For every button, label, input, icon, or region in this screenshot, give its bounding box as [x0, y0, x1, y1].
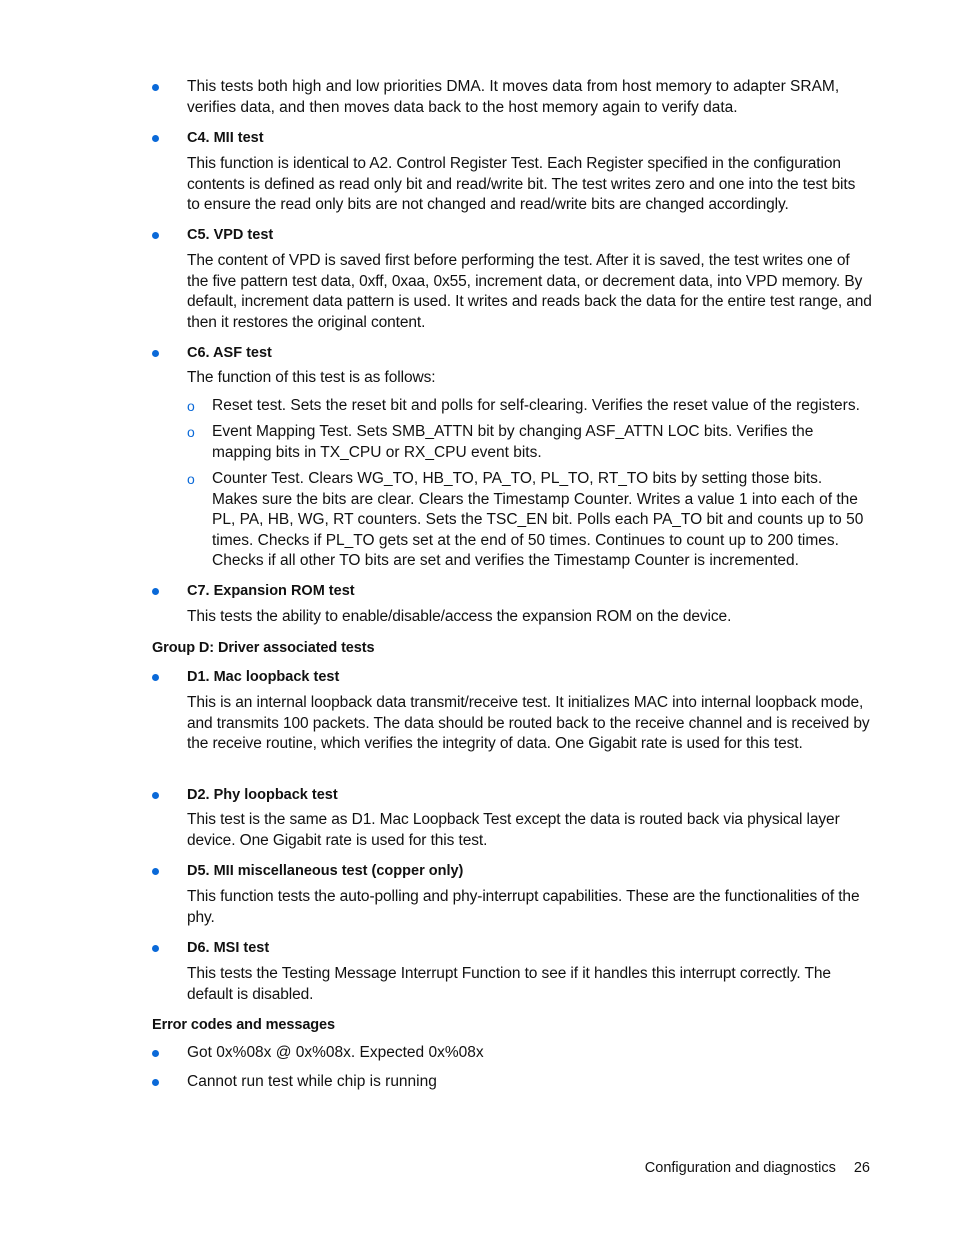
- error-message: Got 0x%08x @ 0x%08x. Expected 0x%08x: [187, 1044, 484, 1061]
- section-title-d1: D1. Mac loopback test: [187, 669, 340, 685]
- bullet-text: This tests both high and low priorities DMA. It moves data from host memory to adapter SRAM, verifies data, and then moves data back to the host memory again to verify data.: [187, 78, 840, 116]
- section-title-c7: C7. Expansion ROM test: [187, 583, 355, 599]
- sub-item-text: Event Mapping Test. Sets SMB_ATTN bit by changing ASF_ATTN LOC bits. Verifies the mapping bits in TX_CPU or RX_CPU event bits.: [212, 423, 814, 461]
- section-body-d1: This is an internal loopback data transmit/receive test. It initializes MAC into internal loopback mode, and transmits 100 packets. The data should be routed back to the receive channel and is received by the receive routine, which verifies the integrity of data. One Gigabit rate is used for this test.: [187, 694, 870, 753]
- error-codes-heading: Error codes and messages: [152, 1017, 335, 1033]
- bullet-icon: [152, 232, 159, 239]
- section-intro-c6: The function of this test is as follows:: [187, 369, 436, 386]
- section-title-c4: C4. MII test: [187, 130, 264, 146]
- page-number: 26: [853, 1160, 870, 1176]
- section-title-d6: D6. MSI test: [187, 940, 270, 956]
- bullet-icon: [152, 135, 159, 142]
- section-body-d6: This tests the Testing Message Interrupt Function to see if it handles this interrupt correctly. The default is disabled.: [187, 965, 831, 1003]
- hollow-circle-icon: o: [187, 398, 195, 414]
- bullet-icon: [152, 868, 159, 875]
- section-body-c4: This function is identical to A2. Control Register Test. Each Register specified in the configuration contents is defined as read only bit and read/write bit. The test writes zero and one into the test bits to ensure the read only bits are not changed and read/write bits are changed accordingly.: [187, 155, 856, 214]
- bullet-icon: [152, 84, 159, 91]
- section-body-d2: This test is the same as D1. Mac Loopback Test except the data is routed back via physical layer device. One Gigabit rate is used for this test.: [187, 811, 840, 849]
- section-title-c5: C5. VPD test: [187, 227, 274, 243]
- bullet-icon: [152, 792, 159, 799]
- footer-section-name: Configuration and diagnostics: [644, 1160, 836, 1176]
- bullet-icon: [152, 945, 159, 952]
- bullet-icon: [152, 674, 159, 681]
- section-body-c7: This tests the ability to enable/disable/access the expansion ROM on the device.: [187, 608, 732, 625]
- section-body-c5: The content of VPD is saved first before performing the test. After it is saved, the test writes one of the five pattern test data, 0xff, 0xaa, 0x55, increment data, or decrement data, into VPD memory. By default, increment data pattern is used. It writes and reads back the data for the entire test range, and then it restores the original content.: [187, 252, 872, 331]
- hollow-circle-icon: o: [187, 424, 195, 440]
- hollow-circle-icon: o: [187, 471, 195, 487]
- sub-item-text: Reset test. Sets the reset bit and polls for self-clearing. Verifies the reset value of the registers.: [212, 397, 860, 414]
- sub-item-text: Counter Test. Clears WG_TO, HB_TO, PA_TO, PL_TO, RT_TO bits by setting those bits. Makes sure the bits are clear. Clears the Timestamp Counter. Writes a value 1 into each of the PL, PA, HB, WG, RT counters. Sets the TSC_EN bit. Polls each PA_TO bit and counts up to 50 times. Checks if PL_TO gets set at the end of 50 times. Continues to count up to 200 times. Checks if all other TO bits are set and verifies the Timestamp Counter is incremented.: [212, 470, 864, 570]
- section-title-d2: D2. Phy loopback test: [187, 787, 338, 803]
- bullet-icon: [152, 588, 159, 595]
- section-title-d5: D5. MII miscellaneous test (copper only): [187, 863, 464, 879]
- bullet-icon: [152, 350, 159, 357]
- bullet-icon: [152, 1079, 159, 1086]
- error-message: Cannot run test while chip is running: [187, 1073, 437, 1090]
- page-footer: [645, 1158, 870, 1178]
- bullet-icon: [152, 1050, 159, 1057]
- section-title-c6: C6. ASF test: [187, 345, 272, 361]
- section-body-d5: This function tests the auto-polling and phy-interrupt capabilities. These are the functionalities of the phy.: [187, 888, 860, 926]
- group-d-heading: Group D: Driver associated tests: [152, 640, 375, 656]
